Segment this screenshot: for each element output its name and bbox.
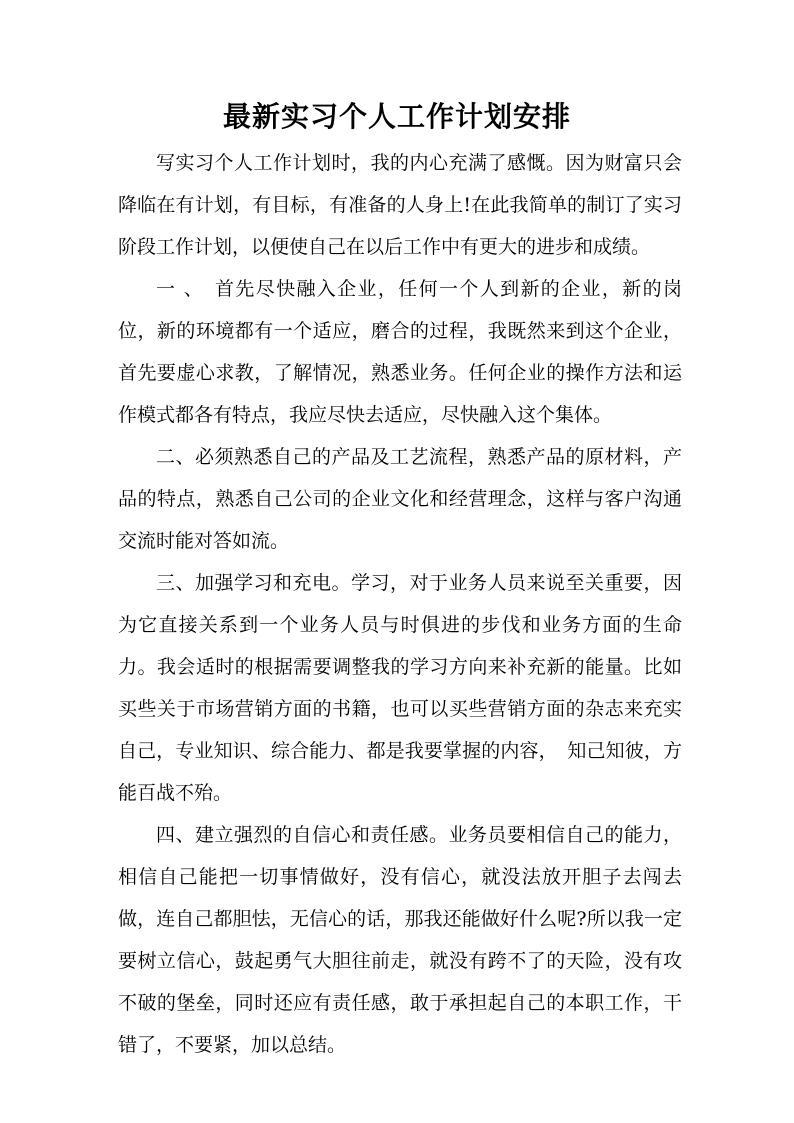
document-body bbox=[118, 142, 682, 1066]
paragraph-item-2: 二、必须熟悉自己的产品及工艺流程，熟悉产品的原材料，产品的特点，熟悉自己公司的企业文化和经营理念，这样与客户沟通交流时能对答如流。 bbox=[118, 446, 682, 552]
paragraph-intro: 写实习个人工作计划时，我的内心充满了感慨。因为财富只会降临在有计划，有目标，有准备的人身上!在此我简单的制订了实习阶段工作计划，以便使自己在以后工作中有更大的进步和成绩。 bbox=[118, 152, 682, 258]
paragraph-item-4: 四、建立强烈的自信心和责任感。业务员要相信自己的能力，相信自己能把一切事情做好，没有信心，就没法放开胆子去闯去做，连自己都胆怯，无信心的话，那我还能做好什么呢?所以我一定要树立信心，鼓起勇气大胆往前走，就没有跨不了的天险，没有攻不破的堡垒，同时还应有责任感，敢于承担起自己的本职工作，干错了，不要紧，加以总结。 bbox=[118, 824, 682, 1056]
paragraph-item-1: 一 、 首先尽快融入企业，任何一个人到新的企业，新的岗位，新的环境都有一个适应，磨合的过程，我既然来到这个企业，首先要虚心求教，了解情况，熟悉业务。任何企业的操作方法和运作模式都各有特点，我应尽快去适应，尽快融入这个集体。 bbox=[118, 278, 682, 426]
paragraph-item-3: 三、加强学习和充电。学习，对于业务人员来说至关重要，因为它直接关系到一个业务人员与时俱进的步伐和业务方面的生命力。我会适时的根据需要调整我的学习方向来补充新的能量。比如买些关于市场营销方面的书籍，也可以买些营销方面的杂志来充实自己，专业知识、综合能力、都是我要掌握的内容， 知己知彼，方能百战不殆。 bbox=[118, 572, 682, 804]
document-title: 最新实习个人工作计划安排 bbox=[222, 100, 571, 133]
